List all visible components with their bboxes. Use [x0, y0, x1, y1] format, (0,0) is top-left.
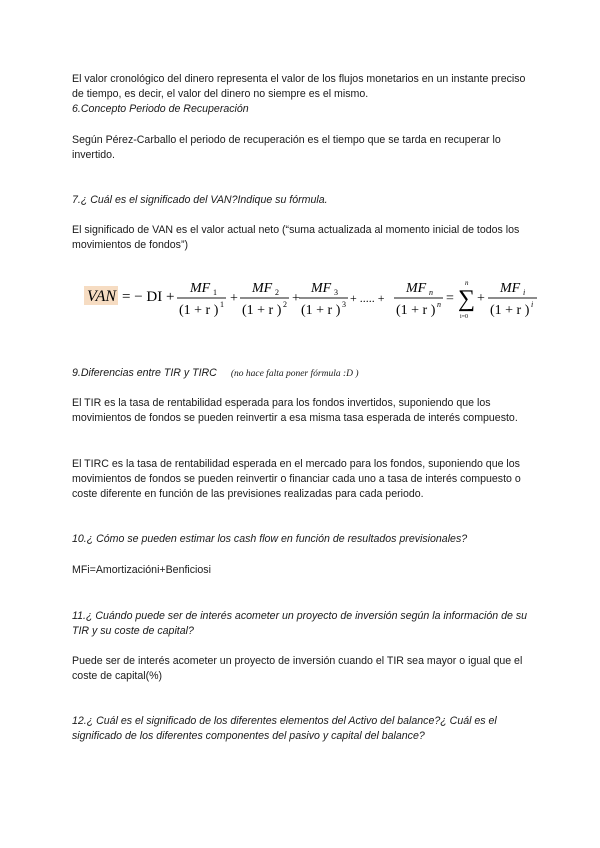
term3-numerator: MF — [311, 281, 332, 296]
heading-6: 6.Concepto Periodo de Recuperación — [72, 103, 249, 115]
term2-denominator: (1 + r ) — [242, 303, 282, 318]
term3-denominator: (1 + r ) — [301, 303, 341, 318]
heading-7: 7.¿ Cuál es el significado del VAN?Indique su fórmula. — [72, 194, 328, 206]
termi-subscript: i — [523, 288, 526, 297]
term1-numerator: MF — [190, 281, 211, 296]
termi-numerator: MF — [500, 281, 521, 296]
term1-subscript: 1 — [213, 288, 217, 297]
sum-lower-limit: i=0 — [460, 314, 469, 320]
plus-2: + — [292, 291, 300, 306]
heading-9 — [72, 366, 532, 382]
paragraph-van: El significado de VAN es el valor actual neto (“suma actualizada al momento inicial de todos los movimientos de fondos”) — [72, 224, 520, 252]
paragraph-tirc: El TIRC es la tasa de rentabilidad esperada en el mercado para los fondos, suponiendo que los movimientos de fondos se pueden reinvertir o financiar cada uno a tasa de interés compuesto o coste diferente en función de las previsiones realizadas para cada periodo. — [72, 458, 521, 501]
heading-10: 10.¿ Cómo se pueden estimar los cash flow en función de resultados previsionales? — [72, 533, 468, 545]
heading-9-text: 9.Diferencias entre TIR y TIRC — [72, 367, 217, 379]
paragraph-interes: Puede ser de interés acometer un proyecto de inversión cuando el TIR sea mayor o igual que el coste de capital(%) — [72, 655, 523, 683]
term3-subscript: 3 — [334, 288, 338, 297]
plus-1: + — [230, 291, 238, 306]
term1-denominator: (1 + r ) — [179, 303, 219, 318]
equals-sum: = — [446, 291, 454, 306]
term1-exponent: 1 — [220, 300, 224, 309]
heading-12: 12.¿ Cuál es el significado de los diferentes elementos del Activo del balance?¿ Cuál es el significado de los diferentes componentes del pasivo y capital del balance? — [72, 715, 497, 743]
term2-numerator: MF — [252, 281, 273, 296]
termn-subscript: n — [429, 288, 433, 297]
term2-subscript: 2 — [275, 288, 279, 297]
term3-exponent: 3 — [342, 300, 346, 309]
paragraph-tir: El TIR es la tasa de rentabilidad esperada para los fondos invertidos, suponiendo que los movimientos de fondos se pueden reinvertir a esa misma tasa esperada de interés compuesto. — [72, 397, 518, 425]
termi-denominator: (1 + r ) — [490, 303, 530, 318]
formula-eq-di: = − DI + — [122, 289, 175, 305]
plus-sum: + — [477, 291, 485, 306]
heading-11: 11.¿ Cuándo puede ser de interés acometer un proyecto de inversión según la información de su TIR y su coste de capital? — [72, 610, 528, 638]
sigma-symbol: ∑ — [458, 286, 476, 312]
paragraph-periodo-recuperacion: Según Pérez-Carballo el periodo de recuperación es el tiempo que se tarda en recuperar lo invertido. — [72, 134, 501, 162]
paragraph-valor-cronologico: El valor cronológico del dinero representa el valor de los flujos monetarios en un instante preciso de tiempo, es decir, el valor del dinero no siempre es el mismo. — [72, 73, 526, 101]
termn-denominator: (1 + r ) — [396, 303, 436, 318]
term2-exponent: 2 — [283, 300, 287, 309]
van-symbol: VAN — [87, 288, 117, 305]
termn-numerator: MF — [406, 281, 427, 296]
paragraph-mfi: MFi=Amortizacióni+Benficiosi — [72, 564, 211, 576]
sum-upper-limit: n — [465, 279, 469, 287]
termn-exponent: n — [437, 300, 441, 309]
termi-exponent: i — [531, 300, 534, 309]
heading-9-note: (no hace falta poner fórmula :D ) — [230, 369, 359, 379]
van-formula — [84, 276, 544, 324]
ellipsis-terms: + ..... + — [350, 291, 385, 305]
